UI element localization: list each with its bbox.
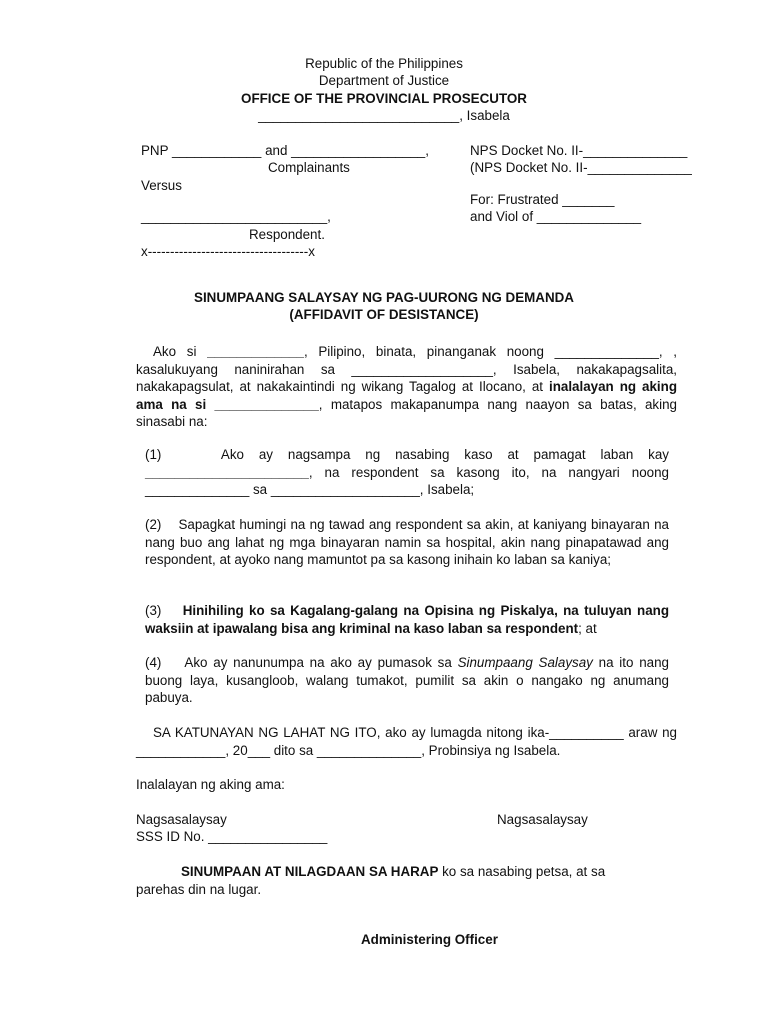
header-location: ___________________________, Isabela bbox=[258, 108, 510, 123]
statement-item-1: (1) Ako ay nagsampa ng nasabing kaso at pamagat laban kay ______________________, na respondent sa kasong ito, na nangyari noong ______________ sa ____________________, Isabela; bbox=[145, 447, 669, 497]
affiant-sss-id: SSS ID No. ________________ bbox=[136, 829, 328, 844]
caption-respondent-label: Respondent. bbox=[249, 227, 325, 242]
statement-item-2: (2) Sapagkat humingi na ng tawad ang respondent sa akin, at kaniyang binayaran na nang buo ang lahat ng mga binayaran namin sa hospital, akin nang pinapatawad ang respondent, at ayoko nang mamuntot pa sa kasong inihain ko laban sa kaniya; bbox=[145, 517, 669, 567]
second-signature-label: Nagsasalaysay bbox=[497, 812, 588, 827]
document-subtitle: (AFFIDAVIT OF DESISTANCE) bbox=[289, 307, 479, 322]
item-number: (4) bbox=[145, 655, 162, 670]
caption-complainants-label: Complainants bbox=[268, 160, 350, 175]
header-republic: Republic of the Philippines bbox=[305, 56, 463, 71]
charge-violation: and Viol of ______________ bbox=[470, 209, 642, 224]
affiant-signature-label: Nagsasalaysay bbox=[136, 812, 227, 827]
docket-number-alt: (NPS Docket No. II-______________ bbox=[470, 160, 692, 175]
statement-item-4: (4) Ako ay nanunumpa na ako ay pumasok sa Sinumpaang Salaysay na ito nang buong laya, kusangloob, walang tumakot, pumilit sa akin o nangako ng anumang pabuya. bbox=[145, 655, 669, 705]
header-department: Department of Justice bbox=[318, 73, 450, 88]
assisted-by-label: Inalalayan ng aking ama: bbox=[136, 777, 285, 792]
statement-item-3: (3) Hinihiling ko sa Kagalang-galang na Opisina ng Piskalya, na tuluyan nang waksiin at ipawalang bisa ang kriminal na kaso laban sa respondent; at bbox=[145, 603, 669, 636]
item-number: (3) bbox=[145, 603, 162, 618]
item-number: (2) bbox=[145, 517, 162, 532]
caption-complainants-line: PNP ____________ and __________________, bbox=[141, 143, 429, 158]
intro-paragraph: Ako si _____________, Pilipino, binata, pinanganak noong ______________, , kasalukuyang naninirahan sa ___________________, Isabela, nakakapagsalita, nakakapagsulat, at nakakaintindi ng wikang Tagalog at Ilocano, at inalalayan ng aking ama na si ______________, matapos makapanumpa nang naayon sa batas, aking sinasabi na: bbox=[136, 344, 678, 429]
caption-versus: Versus bbox=[141, 178, 182, 193]
administering-officer-label: Administering Officer bbox=[361, 932, 498, 947]
attestation-paragraph: SA KATUNAYAN NG LAHAT NG ITO, ako ay lumagda nitong ika-__________ araw ng ____________, 20___ dito sa ______________, Probinsiya ng Isabela. bbox=[136, 725, 677, 758]
document-title: SINUMPAANG SALAYSAY NG PAG-UURONG NG DEMANDA bbox=[194, 290, 574, 305]
caption-divider: x------------------------------------x bbox=[141, 244, 315, 259]
header-office: OFFICE OF THE PROVINCIAL PROSECUTOR bbox=[241, 91, 527, 106]
item-number: (1) bbox=[145, 447, 162, 462]
jurat-paragraph: SINUMPAAN AT NILAGDAAN SA HARAP ko sa nasabing petsa, at sa parehas din na lugar. bbox=[136, 864, 606, 897]
docket-number: NPS Docket No. II-______________ bbox=[470, 143, 688, 158]
charge-frustrated: For: Frustrated _______ bbox=[470, 192, 615, 207]
caption-respondent-line: _________________________, bbox=[141, 209, 331, 224]
